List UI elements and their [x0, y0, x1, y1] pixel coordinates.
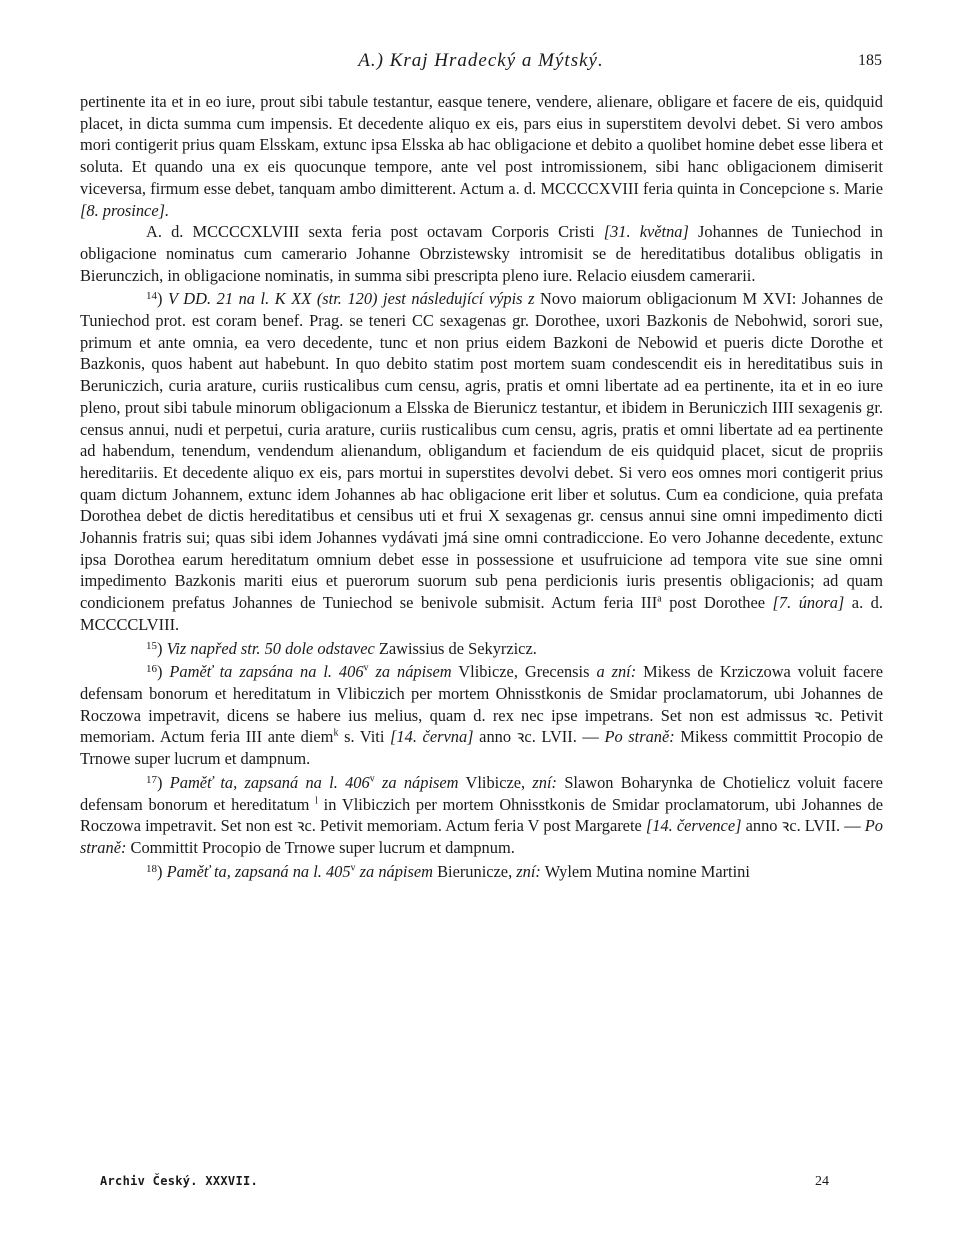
footnote-15-number: 15 — [146, 639, 157, 652]
footnote-18-intro-1: Paměť ta, zapsaná na l. 405 — [166, 861, 351, 881]
footnote-16-side-label: Po straně: — [604, 727, 675, 747]
footnote-16-text-c: s. Viti — [344, 727, 385, 747]
footnote-17-date: [14. července] — [645, 816, 742, 836]
footnote-17-text-b: Slawon Boharynka de Chotielicz voluit facere defensam bonorum et hereditatum — [80, 772, 883, 814]
footnote-17-side-label: Po straně: — [80, 816, 883, 857]
sheet-number: 24 — [815, 1174, 829, 1189]
footnote-17-text-a: Vlibicze, — [465, 772, 526, 792]
footnote-14-text-d: a. d. MCCCCLVIII. — [80, 593, 883, 634]
footnote-15-intro: Viz napřed str. 50 dole odstavec — [166, 638, 375, 658]
footnote-16-number: 16 — [146, 663, 157, 676]
page-footer — [80, 1174, 882, 1194]
paragraph-1-date: [8. prosince]. — [80, 200, 170, 220]
footnote-17-intro-3: zní: — [532, 772, 558, 792]
footnote-18: $^{18}$) Paměť ta, zapsaná na l. 405$^v$ za nápisem Bierunicze, zní: Wylem Mutina nomine Martini — [146, 861, 750, 881]
footnote-17-text-d: anno ꝛc. LVII. — — [745, 816, 861, 836]
footnote-18-text-a: Bierunicze, — [437, 861, 513, 881]
footnote-14-intro: V DD. 21 na l. K XX (str. 120) jest následující výpis z — [168, 289, 535, 309]
footnote-16-text-e: Mikess committit Procopio de Trnowe super lucrum et dampnum. — [80, 727, 884, 769]
footnote-17-intro-1: Paměť ta, zapsaná na l. 406 — [169, 772, 370, 792]
footnote-15: $^{15}$) Viz napřed str. 50 dole odstavec Zawissius de Sekyrzicz. — [146, 638, 537, 658]
footnote-17-intro-2: za nápisem — [382, 772, 459, 792]
footnote-16-text-b: Mikess de Krziczowa voluit facere defensam bonorum et hereditatum in Vlibiczich per mortem Ohnisstkonis de Smidar proclamatorum, ubi Johannes de Roczowa impetravit, dicens se habere ius melius, quam d. rex nec ipse impetrans. Set non est admissus ꝛc. Petivit memoriam. Actum feria III ante diem — [80, 662, 883, 747]
paragraph-2-text-a: A. d. MCCCCXLVIII sexta feria post octavam Corporis Cristi — [146, 222, 595, 242]
footnote-14-text-b: Johannes de Tuniechod prot. est coram benef. Prag. se teneri CC sexagenas gr. Dorothee, uxori Bazkonis de Nebohwid, sorori sue, primum et ante omnia, ea vero decedente, tunc et non prius eidem Bazkoni de Nebowid et pueris dicte Dorothe et Bazkonis, quos habent aut habebunt. In quo debito statim post mortem suam condescendit eis in hereditatibus suis in Beruniczich, curia arature, curiis rusticalibus cum censu, agris, pratis et omni libertate ad ea pertinente, ita et in eo iure pleno, prout sibi tabule minorum obligacionum a Elsska de Bierunicz testantur, et ibidem in Beruniczich IIII sexagenis gr. census annui, nudi et perpetui, curia arature, curiis rusticalibus cum censu, agris, pratis et omni libertate ad ea pertinente ad habendum, tenendum, vendendum alienandum, obligandum et faciendum de eis quidquid placet, sicut de propriis hereditariis. Et decedente aliquo ex eis, pars mortui in superstites devolvi debet. Si vero eos omnes mori contigerit prius quam dictum Johannem, extunc idem Johannes ab hac obligacione erit liber et solutus. Cum ea condicione, quia prefata Dorothea debet de dictis hereditatibus et censibus uti et frui X sexagenas gr. census annui sine omni impedimento dicti Johannis fratris sui; quas sibi idem Johannes vydávati jmá sine omni contradiccione. Eo vero Johanne decedente, extunc ipsa Dorothea earum hereditatum omnium debet esse in possessione et usufruicione ad tempora vite sue sine omni impedimento Bazkonis mariti eius et puerorum suorum sub pena perdicionis iuris presentis obligacionis; ad quam condicionem prefatus Johannes de Tuniechod se benivole submisit. Actum feria III — [80, 289, 883, 613]
footnote-18-superscript-1: v — [350, 862, 356, 874]
running-title: A.) Kraj Hradecký a Mýtský. — [358, 50, 604, 71]
footnote-18-intro-3: zní: — [516, 861, 541, 881]
paragraph-2-date: [31. května] — [603, 222, 689, 242]
footnote-16-intro-1: Paměť ta zapsána na l. 406 — [169, 662, 364, 682]
footnote-16-superscript-1: v — [363, 662, 369, 674]
footnote-16-superscript-2: k — [333, 727, 339, 739]
footnote-18-number: 18 — [146, 862, 157, 875]
footnote-16-text-a: Vlibicze, Grecensis — [458, 662, 590, 682]
footnote-16-date: [14. června] — [390, 727, 474, 747]
footnote-14-superscript: a — [657, 593, 662, 605]
footnote-14-number: 14 — [146, 290, 157, 303]
footnote-14-text-a: Novo maiorum obligacionum M XVI: — [540, 289, 797, 309]
footnote-14-date: [7. února] — [772, 593, 845, 613]
page-number: 185 — [858, 52, 882, 69]
footnote-18-intro-2: za nápisem — [359, 861, 433, 881]
footnote-16: $^{16}$) Paměť ta zapsána na l. 406$^v$ za nápisem Vlibicze, Grecensis a zní: Mikess de Krziczowa voluit facere defensam bonorum et hereditatum in Vlibiczich per mortem Ohnisstkonis de Smidar proclamatorum, ubi Johannes de Roczowa impetravit, dicens se habere ius melius, quam d. rex nec ipse impetrans. Set non est admissus ꝛc. Petivit memoriam. Actum feria III ante diem$^k$ s. Viti [14. června] anno ꝛc. LVII. — Po straně: Mikess committit Procopio de Trnowe super lucrum et dampnum. — [80, 662, 884, 769]
footnote-16-text-d: anno ꝛc. LVII. — — [479, 727, 599, 747]
footnote-16-intro-3: a zní: — [596, 662, 637, 682]
footnote-18-text-b: Wylem Mutina nomine Martini — [544, 861, 750, 881]
footnote-17-superscript-2: l — [315, 795, 318, 807]
footnote-17-text-e: Committit Procopio de Trnowe super lucrum et dampnum. — [130, 837, 515, 857]
paragraph-1 — [80, 91, 883, 221]
footnote-14-text-c: post Dorothee — [669, 593, 766, 613]
paragraph-2-text-b: Johannes de Tuniechod in obligacione nominatus cum camerario Johanne Obrzistewsky intromisit se de hereditatibus dotalibus obligatis in Bierunczich, in obligacione nominatis, in summa sibi prescripta pleno iure. Relacio eiusdem camerarii. — [80, 222, 883, 285]
running-header — [80, 50, 882, 76]
footnote-17-number: 17 — [146, 773, 157, 786]
footnote-16-intro-2: za nápisem — [375, 662, 452, 682]
footnote-17-superscript-1: v — [369, 773, 375, 785]
footnote-14: $^{14}$) V DD. 21 na l. K XX (str. 120) jest následující výpis z Novo maiorum obligacionum M XVI: Johannes de Tuniechod prot. est coram benef. Prag. se teneri CC sexagenas gr. Dorothee, uxori Bazkonis de Nebohwid, sorori sue, primum et ante omnia, ea vero decedente, tunc et non prius eidem Bazkoni de Nebowid et pueris dicte Dorothe et Bazkonis, quos habent aut habebunt. In quo debito statim post mortem suam condescendit eis in hereditatibus suis in Beruniczich, curia arature, curiis rusticalibus cum censu, agris, pratis et omni libertate ad ea pertinente, ita et in eo iure pleno, prout sibi tabule minorum obligacionum a Elsska de Bierunicz testantur, et ibidem in Beruniczich IIII sexagenis gr. census annui, nudi et perpetui, curia arature, curiis rusticalibus cum censu, agris, pratis et omni libertate ad ea pertinente ad habendum, tenendum, vendendum alienandum, obligandum et faciendum de eis quidquid placet, sicut de propriis hereditariis. Et decedente aliquo ex eis, pars mortui in superstites devolvi debet. Si vero eos omnes mori contigerit prius quam dictum Johannem, extunc idem Johannes ab hac obligacione erit liber et solutus. Cum ea condicione, quia prefata Dorothea debet de dictis hereditatibus et censibus uti et frui X sexagenas gr. census annui sine omni impedimento dicti Johannis fratris sui; quas sibi idem Johannes vydávati jmá sine omni contradiccione. Eo vero Johanne decedente, extunc ipsa Dorothea earum hereditatum omnium debet esse in possessione et usufruicione ad tempora vite sue sine omni impedimento Bazkonis mariti eius et puerorum suorum sub pena perdicionis iuris presentis obligacionis; ad quam condicionem prefatus Johannes de Tuniechod se benivole submisit. Actum feria III$^a$ post Dorothee [7. února] a. d. MCCCCLVIII. — [80, 289, 883, 634]
footnote-17-text-c: in Vlibiczich per mortem Ohnisstkonis de Smidar proclamatorum, ubi Johannes de Roczowa impetravit. Set non est ꝛc. Petivit memoriam. Actum feria V post Margarete — [80, 794, 883, 836]
paragraph-2 — [80, 221, 883, 286]
signature-line: Archiv Český. XXXVII. — [100, 1174, 259, 1188]
page-body — [80, 91, 883, 882]
paragraph-1-text: pertinente ita et in eo iure, prout sibi tabule testantur, easque tenere, vendere, alienare, obligare et facere de eis, quidquid placet, in dicta summa cum impensis. Et decedente aliquo ex eis, pars eius in superstitem devolvi debet. Si vero ambos mori contigerit prius quam Elsskam, extunc ipsa Elsska ab hac obligacione et debito a quolibet homine debet esse libera et soluta. Et quando una ex eis quocunque tempore, ante vel post intromissionem, sibi hanc obligacionem dimiserit viceversa, firmum esse debet, tanquam ambo dimitterent. Actum a. d. MCCCCXVIII feria quinta in Concepcione s. Marie — [80, 92, 883, 198]
footnote-15-text: Zawissius de Sekyrzicz. — [378, 638, 537, 658]
footnote-17: $^{17}$) Paměť ta, zapsaná na l. 406$^v$ za nápisem Vlibicze, zní: Slawon Boharynka de Chotielicz voluit facere defensam bonorum et hereditatum $^l$ in Vlibiczich per mortem Ohnisstkonis de Smidar proclamatorum, ubi Johannes de Roczowa impetravit. Set non est ꝛc. Petivit memoriam. Actum feria V post Margarete [14. července] anno ꝛc. LVII. — Po straně: Committit Procopio de Trnowe super lucrum et dampnum. — [80, 772, 883, 857]
